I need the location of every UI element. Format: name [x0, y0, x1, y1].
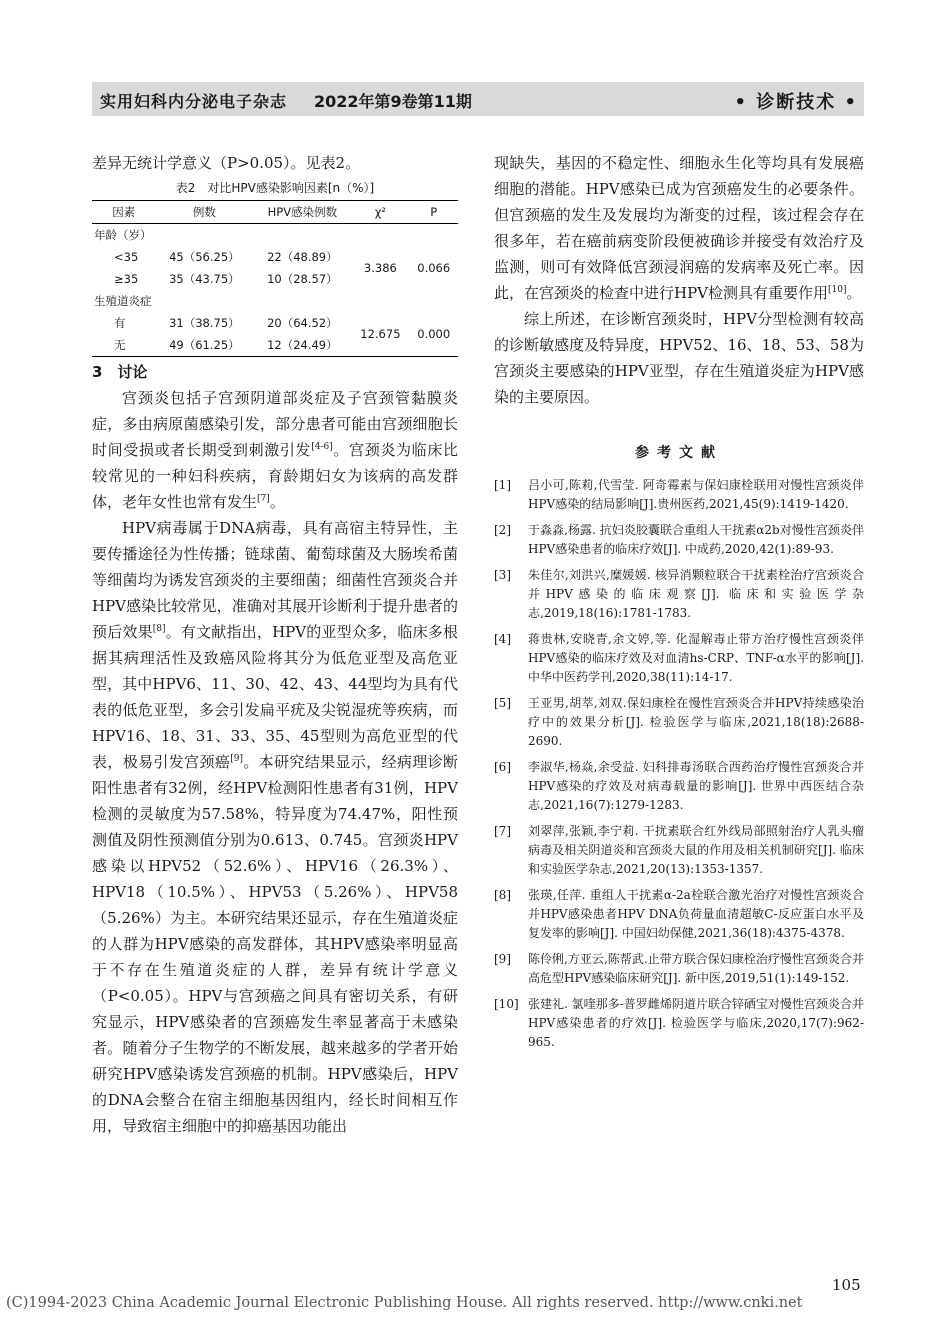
- reference-number: [10]: [494, 997, 519, 1011]
- citation: [4-6]: [311, 442, 333, 452]
- table-row: [92, 246, 458, 268]
- p-cell: 0.000: [409, 312, 458, 357]
- reference-number: [9]: [494, 952, 511, 966]
- reference-number: [3]: [494, 568, 511, 582]
- reference-list: [494, 476, 864, 1052]
- intro-line: 差异无统计学意义（P>0.05）。见表2。: [92, 154, 361, 172]
- reference-number: [1]: [494, 478, 511, 492]
- text-run: 宫颈炎包括子宫颈阴道部炎症及子宫颈管黏膜炎症，多由病原菌感染引发，部分患者可能由宫颈细胞长时间受损或者长期受到刺激引发: [92, 389, 458, 459]
- text-run: 。宫颈炎为临床比较常见的一种妇科疾病，育龄期妇女为该病的高发群体，老年女性也常有发生: [92, 441, 458, 511]
- chi2-cell: 12.675: [351, 312, 409, 357]
- col-factor: 因素: [92, 201, 155, 224]
- continued-paragraph: [494, 150, 864, 306]
- citation: [7]: [257, 494, 270, 504]
- col-p: P: [409, 201, 458, 224]
- table-row: [92, 312, 458, 334]
- n-cell: 45（56.25）: [169, 250, 240, 264]
- conclusion-paragraph: 综上所述，在诊断宫颈炎时，HPV分型检测有较高的诊断敏感度及特异度，HPV52、16、18、53、58为宫颈炎主要感染的HPV亚型，存在生殖道炎症为HPV感染的主要原因。: [494, 310, 864, 406]
- citation: [10]: [828, 285, 847, 295]
- citation: [8]: [152, 624, 166, 634]
- reference-item: [494, 758, 864, 815]
- text-run: 。有文献指出，HPV的亚型众多，临床多根据其病理活性及致癌风险将其分为低危亚型及高危亚型，其中HPV6、11、30、42、43、44型均为具有代表的低危亚型，多会引发扁平疣及尖锐湿疣等疾病，而HPV16、18、31、33、35、45型则为高危亚型的代表，极易引发宫颈癌: [92, 623, 458, 771]
- group-row: [92, 290, 458, 312]
- table-title: 表2 对比HPV感染影响因素[n（%）]: [175, 181, 375, 195]
- text-run: 。: [846, 284, 862, 302]
- reference-item: [494, 995, 864, 1052]
- section-label: • 诊断技术 •: [734, 92, 858, 113]
- col-chi2: χ²: [351, 201, 409, 224]
- reference-text: 张建礼. 氯喹那多-普罗雌烯阴道片联合锌硒宝对慢性宫颈炎合并HPV感染患者的疗效[J]. 检验医学与临床,2020,17(7):962-965.: [528, 997, 864, 1049]
- copyright-footer: (C)1994-2023 China Academic Journal Electronic Publishing House. All rights reserved. http://www.cnki.net: [6, 1295, 803, 1311]
- group-row: [92, 224, 458, 247]
- text-run: 。: [269, 493, 285, 511]
- table-header-row: [92, 201, 458, 224]
- reference-text: 张瑛,任萍. 重组人干扰素α-2a栓联合激光治疗对慢性宫颈炎合并HPV感染患者HPV DNA负荷量血清超敏C-反应蛋白水平及复发率的影响[J]. 中国妇幼保健,2021,36(18):4375-4378.: [528, 888, 864, 940]
- factor-cell: 无: [92, 334, 155, 357]
- hpv-factor-table: [92, 200, 458, 357]
- discussion-paragraph-1: [92, 385, 458, 515]
- reference-item: [494, 521, 864, 559]
- reference-item: [494, 694, 864, 751]
- reference-item: [494, 822, 864, 879]
- chi2-cell: 3.386: [363, 261, 397, 275]
- n-cell: 31（38.75）: [169, 316, 240, 330]
- hpv-cell: 10（28.57）: [267, 272, 338, 286]
- reference-text: 陈伶俐,方亚云,陈帮武.止带方联合保妇康栓治疗慢性宫颈炎合并高危型HPV感染临床研究[J]. 新中医,2019,51(1):149-152.: [528, 952, 864, 985]
- factor-cell: 有: [114, 316, 126, 330]
- reference-item: [494, 630, 864, 687]
- factor-cell: ≥35: [114, 272, 139, 286]
- hpv-cell: 12（24.49）: [253, 334, 351, 357]
- n-cell: 49（61.25）: [155, 334, 253, 357]
- hpv-cell: 22（48.89）: [267, 250, 338, 264]
- journal-name: 实用妇科内分泌电子杂志: [100, 92, 288, 111]
- col-n: 例数: [155, 201, 253, 224]
- citation: [9]: [230, 754, 243, 764]
- reference-item: [494, 950, 864, 988]
- reference-text: 于淼淼,杨露. 抗妇炎胶囊联合重组人干扰素α2b对慢性宫颈炎伴HPV感染患者的临床疗效[J]. 中成药,2020,42(1):89-93.: [528, 523, 864, 556]
- text-run: 。本研究结果显示，经病理诊断阳性患者有32例，经HPV检测阳性患者有31例，HPV检测的灵敏度为57.58%，特异度为74.47%，阳性预测值及阴性预测值分别为0.613、0.745。宫颈炎HPV感染以HPV52（52.6%）、HPV16（26.3%）、HPV18（10.5%）、HPV53（5.26%）、HPV58（5.26%）为主。本研究结果还显示，存在生殖道炎症的人群为HPV感染的高发群体，其HPV感染率明显高于不存在生殖道炎症的人群，差异有统计学意义（P<0.05）。HPV与宫颈癌之间具有密切关系，有研究显示，HPV感染者的宫颈癌发生率显著高于未感染者。随着分子生物学的不断发展，越来越多的学者开始研究HPV感染诱发宫颈癌的机制。HPV感染后，HPV的DNA会整合在宿主细胞基因组内，经长时间相互作用，导致宿主细胞中的抑癌基因功能出: [92, 753, 458, 1135]
- n-cell: 35（43.75）: [169, 272, 240, 286]
- reference-number: [6]: [494, 760, 511, 774]
- hpv-cell: 20（64.52）: [267, 316, 338, 330]
- reference-text: 李淑华,杨焱,余受益. 妇科排毒汤联合西药治疗慢性宫颈炎合并HPV感染的疗效及对病毒载量的影响[J]. 世界中西医结合杂志,2021,16(7):1279-1283.: [528, 760, 864, 812]
- reference-item: [494, 886, 864, 943]
- group-label: 生殖道炎症: [94, 294, 152, 308]
- text-run: 现缺失，基因的不稳定性、细胞永生化等均具有发展癌细胞的潜能。HPV感染已成为宫颈癌发生的必要条件。但宫颈癌的发生及发展均为渐变的过程，该过程会存在很多年，若在癌前病变阶段便被确诊并接受有效治疗及监测，则可有效降低宫颈浸润癌的发病率及死亡率。因此，在宫颈炎的检查中进行HPV检测具有重要作用: [494, 154, 864, 302]
- p-cell: 0.066: [417, 261, 451, 275]
- reference-number: [7]: [494, 824, 511, 838]
- right-column: [494, 150, 864, 1059]
- reference-number: [5]: [494, 696, 511, 710]
- issue-info: 2022年第9卷第11期: [314, 92, 472, 111]
- page-number: 105: [832, 1276, 861, 1294]
- col-hpv: HPV感染例数: [253, 201, 351, 224]
- running-header: [92, 82, 864, 116]
- reference-text: 朱佳尔,刘洪兴,糜媛媛. 核异消颗粒联合干扰素栓治疗宫颈炎合并HPV感染的临床观察[J]. 临床和实验医学杂志,2019,18(16):1781-1783.: [528, 568, 864, 620]
- discussion-paragraph-2: [92, 515, 458, 1139]
- reference-item: [494, 476, 864, 514]
- left-column: [92, 150, 458, 1139]
- section-heading: 3 讨论: [92, 363, 148, 381]
- reference-text: 王亚男,胡萃,刘双.保妇康栓在慢性宫颈炎合并HPV持续感染治疗中的效果分析[J]. 检验医学与临床,2021,18(18):2688-2690.: [528, 696, 864, 748]
- text-run: HPV病毒属于DNA病毒，具有高宿主特异性，主要传播途径为性传播；链球菌、葡萄球菌及大肠埃希菌等细菌均为诱发宫颈炎的主要细菌；细菌性宫颈炎合并HPV感染比较常见，准确对其展开诊断利于提升患者的预后效果: [92, 519, 458, 641]
- factor-cell: <35: [114, 250, 139, 264]
- reference-item: [494, 566, 864, 623]
- reference-text: 吕小可,陈莉,代雪莹. 阿奇霉素与保妇康栓联用对慢性宫颈炎伴HPV感染的结局影响[J].贵州医药,2021,45(9):1419-1420.: [528, 478, 864, 511]
- reference-text: 蒋贵林,安晓青,余文婷,等. 化湿解毒止带方治疗慢性宫颈炎伴HPV感染的临床疗效及对血清hs-CRP、TNF-α水平的影响[J]. 中华中医药学刊,2020,38(11):14-17.: [528, 632, 864, 684]
- reference-number: [2]: [494, 523, 511, 537]
- reference-number: [4]: [494, 632, 511, 646]
- references-heading: 参考文献: [635, 445, 723, 461]
- reference-text: 刘翠萍,张颖,李宁莉. 干扰素联合红外线局部照射治疗人乳头瘤病毒及相关阴道炎和宫颈炎大鼠的作用及相关机制研究[J]. 临床和实验医学杂志,2021,20(13):1353-1357.: [528, 824, 864, 876]
- reference-number: [8]: [494, 888, 511, 902]
- group-label: 年龄（岁）: [94, 228, 152, 242]
